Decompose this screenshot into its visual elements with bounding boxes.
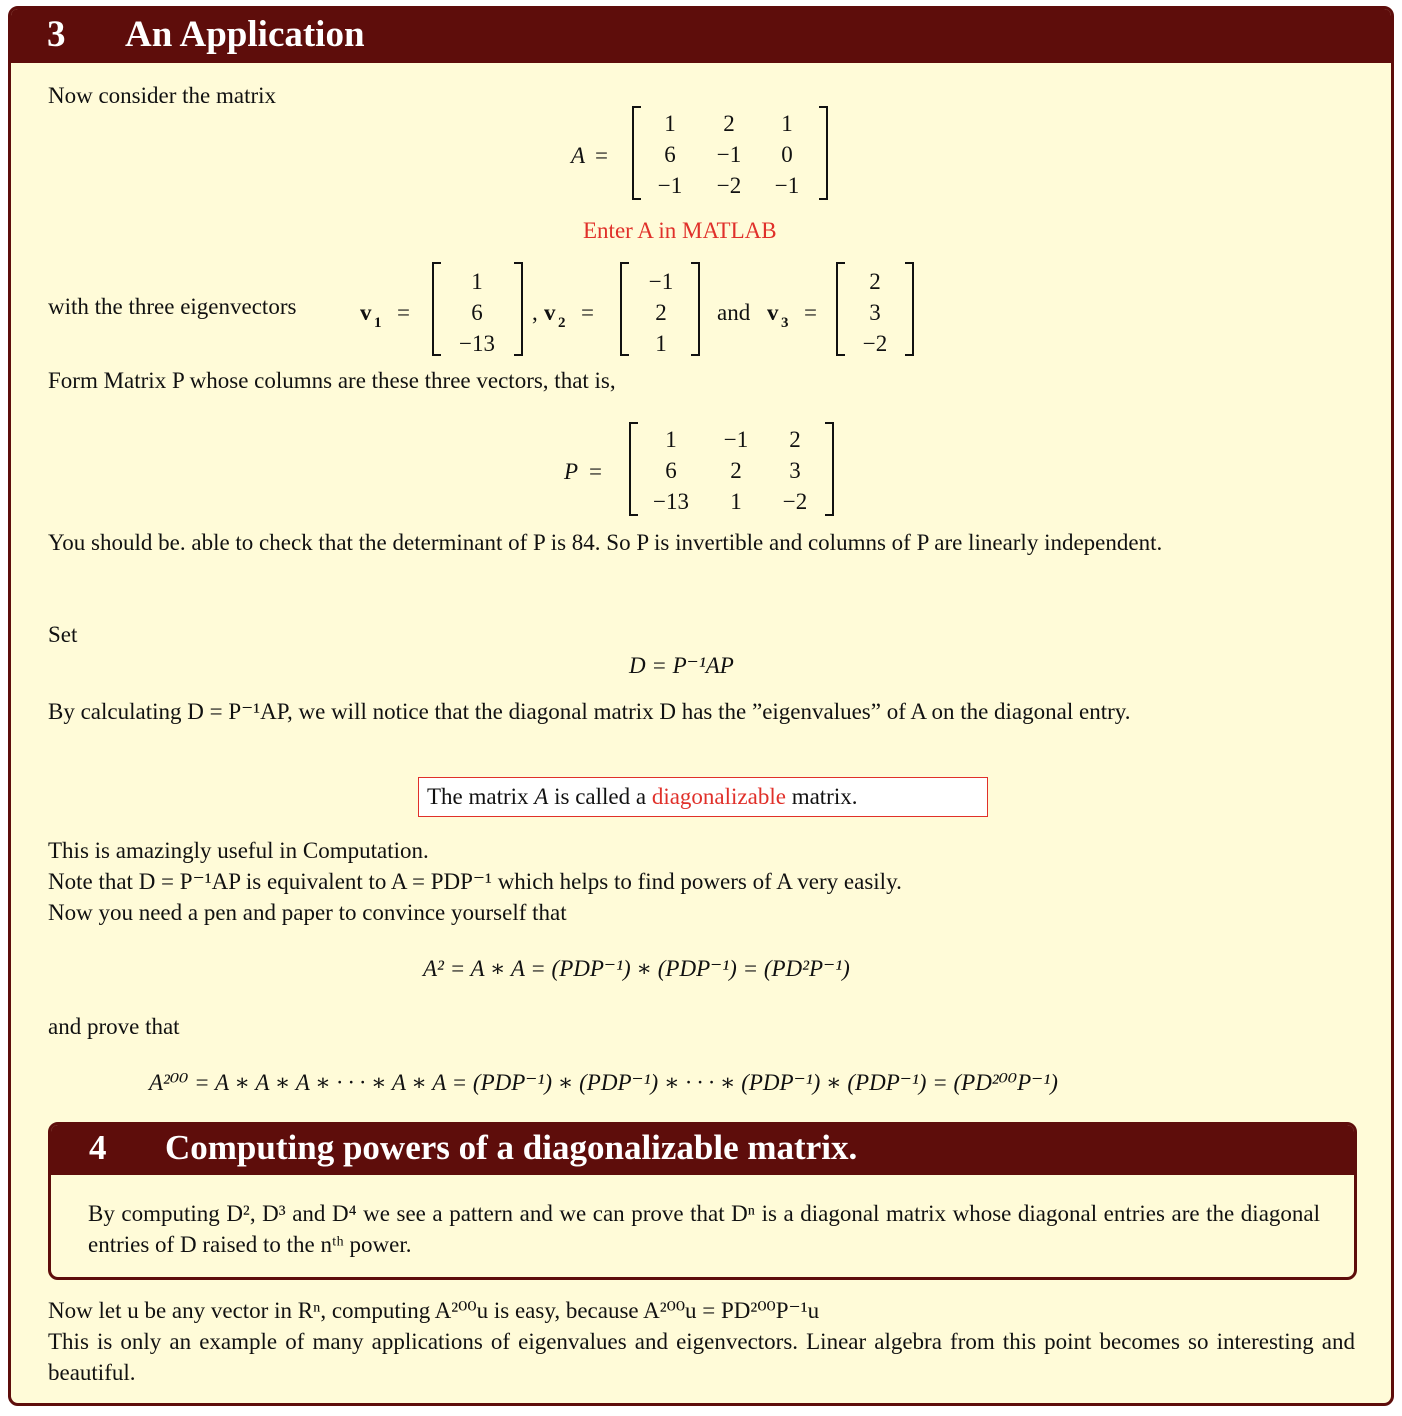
matrix-cell: −1 — [657, 173, 683, 198]
vector-entry: 2 — [869, 269, 881, 294]
a-squared-equation: A² = A ∗ A = (PDP⁻¹) ∗ (PDP⁻¹) = (PD²P⁻¹) — [423, 956, 850, 981]
matrix-cell: 0 — [781, 142, 793, 167]
intro-text: Now consider the matrix — [48, 83, 277, 108]
left-bracket — [633, 107, 641, 199]
right-bracket — [819, 107, 827, 199]
matrix-P-equation — [554, 415, 844, 519]
matrix-cell: 3 — [789, 458, 801, 483]
svg-text:=: = — [581, 300, 594, 325]
section-4-body: By computing D², D³ and D⁴ we see a pattern and we can prove that Dⁿ is a diagonal matrix whose diagonal entries are the diagonal entries of D raised to the nᵗʰ power. — [88, 1201, 1320, 1257]
form-matrix-text: Form Matrix P whose columns are these three vectors, that is, — [48, 368, 616, 393]
svg-text:,: , — [532, 300, 538, 325]
matrix-cell: −1 — [774, 173, 800, 198]
matrix-P-label: P — [564, 459, 579, 484]
section-frame — [8, 6, 1394, 1406]
vector-entry: −2 — [862, 331, 888, 356]
callout-var: A — [534, 784, 549, 809]
matrix-cell: 1 — [665, 427, 677, 452]
vector-entry: 1 — [471, 269, 483, 294]
matrix-cell: 2 — [723, 111, 735, 136]
svg-text:=: = — [804, 300, 817, 325]
section-4-box — [48, 1122, 1357, 1280]
svg-text:1: 1 — [374, 315, 382, 331]
calculation-paragraph: By calculating D = P⁻¹AP, we will notice that the diagonal matrix D has the ”eigenvalues” of A on the diagonal entry. — [48, 699, 1131, 724]
pen-paper-text: Now you need a pen and paper to convince yourself that — [48, 900, 567, 925]
determinant-paragraph: You should be. able to check that the determinant of P is 84. So P is invertible and columns of P are linearly independent. — [48, 530, 1163, 555]
callout-pre: The matrix — [427, 784, 529, 809]
svg-text:3: 3 — [781, 315, 789, 331]
svg-text:=: = — [595, 143, 608, 168]
set-word: Set — [48, 622, 78, 647]
matrix-cell: 1 — [664, 111, 676, 136]
matrix-cell: −13 — [653, 489, 689, 514]
and-word: and — [717, 300, 751, 325]
closing-paragraph: This is only an example of many applications of eigenvalues and eigenvectors. Linear algebra from this point becomes so interesting and beautiful. — [48, 1329, 1355, 1385]
matrix-cell: 1 — [781, 111, 793, 136]
section-title: An Application — [125, 14, 365, 55]
matrix-cell: −1 — [716, 142, 742, 167]
eigenvectors-intro: with the three eigenvectors — [48, 294, 297, 319]
vector-entry: 6 — [471, 300, 483, 325]
svg-text:2: 2 — [558, 315, 566, 331]
matrix-cell: 6 — [664, 142, 676, 167]
matrix-cell: −1 — [723, 427, 749, 452]
d-definition-equation: D = P⁻¹AP — [629, 653, 734, 678]
svg-text:=: = — [589, 459, 602, 484]
vector-entry: −13 — [459, 331, 495, 356]
diagonalizable-link[interactable]: diagonalizable — [651, 784, 786, 809]
matrix-A-equation — [561, 99, 841, 205]
vector-entry: −1 — [648, 269, 674, 294]
vector-entry: 1 — [655, 331, 667, 356]
matrix-cell: −2 — [782, 489, 808, 514]
section-3-header — [11, 9, 1391, 63]
section-number: 4 — [89, 1128, 107, 1167]
section-4-header — [51, 1125, 1354, 1175]
matrix-cell: 2 — [789, 427, 801, 452]
vector-entry: 3 — [869, 300, 881, 325]
eigenvector-label: v — [360, 300, 372, 325]
callout-mid: is called a — [554, 784, 647, 809]
matrix-A-label: A — [571, 143, 586, 168]
now-let-text: Now let u be any vector in Rⁿ, computing A²⁰⁰u is easy, because A²⁰⁰u = PD²⁰⁰P⁻¹u — [48, 1298, 820, 1323]
section-number: 3 — [47, 14, 66, 55]
matrix-cell: 1 — [730, 489, 742, 514]
matlab-link[interactable]: Enter A in MATLAB — [583, 218, 777, 243]
diagonalizable-callout — [418, 777, 988, 817]
matrix-cell: 2 — [730, 458, 742, 483]
eigenvector-label: v — [544, 300, 556, 325]
svg-text:=: = — [397, 300, 410, 325]
callout-post: matrix. — [791, 784, 858, 809]
eigenvector-label: v — [767, 300, 779, 325]
prove-text: and prove that — [48, 1014, 180, 1039]
vector-entry: 2 — [655, 300, 667, 325]
matrix-cell: 6 — [665, 458, 677, 483]
a-200-equation: A²⁰⁰ = A ∗ A ∗ A ∗ · · · ∗ A ∗ A = (PDP⁻¹) ∗ (PDP⁻¹) ∗ · · · ∗ (PDP⁻¹) ∗ (PDP⁻¹) = (PD²⁰⁰P⁻¹) — [149, 1070, 1058, 1095]
section-title: Computing powers of a diagonalizable matrix. — [165, 1128, 858, 1167]
note-text: Note that D = P⁻¹AP is equivalent to A = PDP⁻¹ which helps to find powers of A very easily. — [48, 869, 902, 894]
useful-text: This is amazingly useful in Computation. — [48, 838, 429, 863]
eigenvectors-row — [351, 257, 916, 361]
matrix-cell: −2 — [716, 173, 742, 198]
